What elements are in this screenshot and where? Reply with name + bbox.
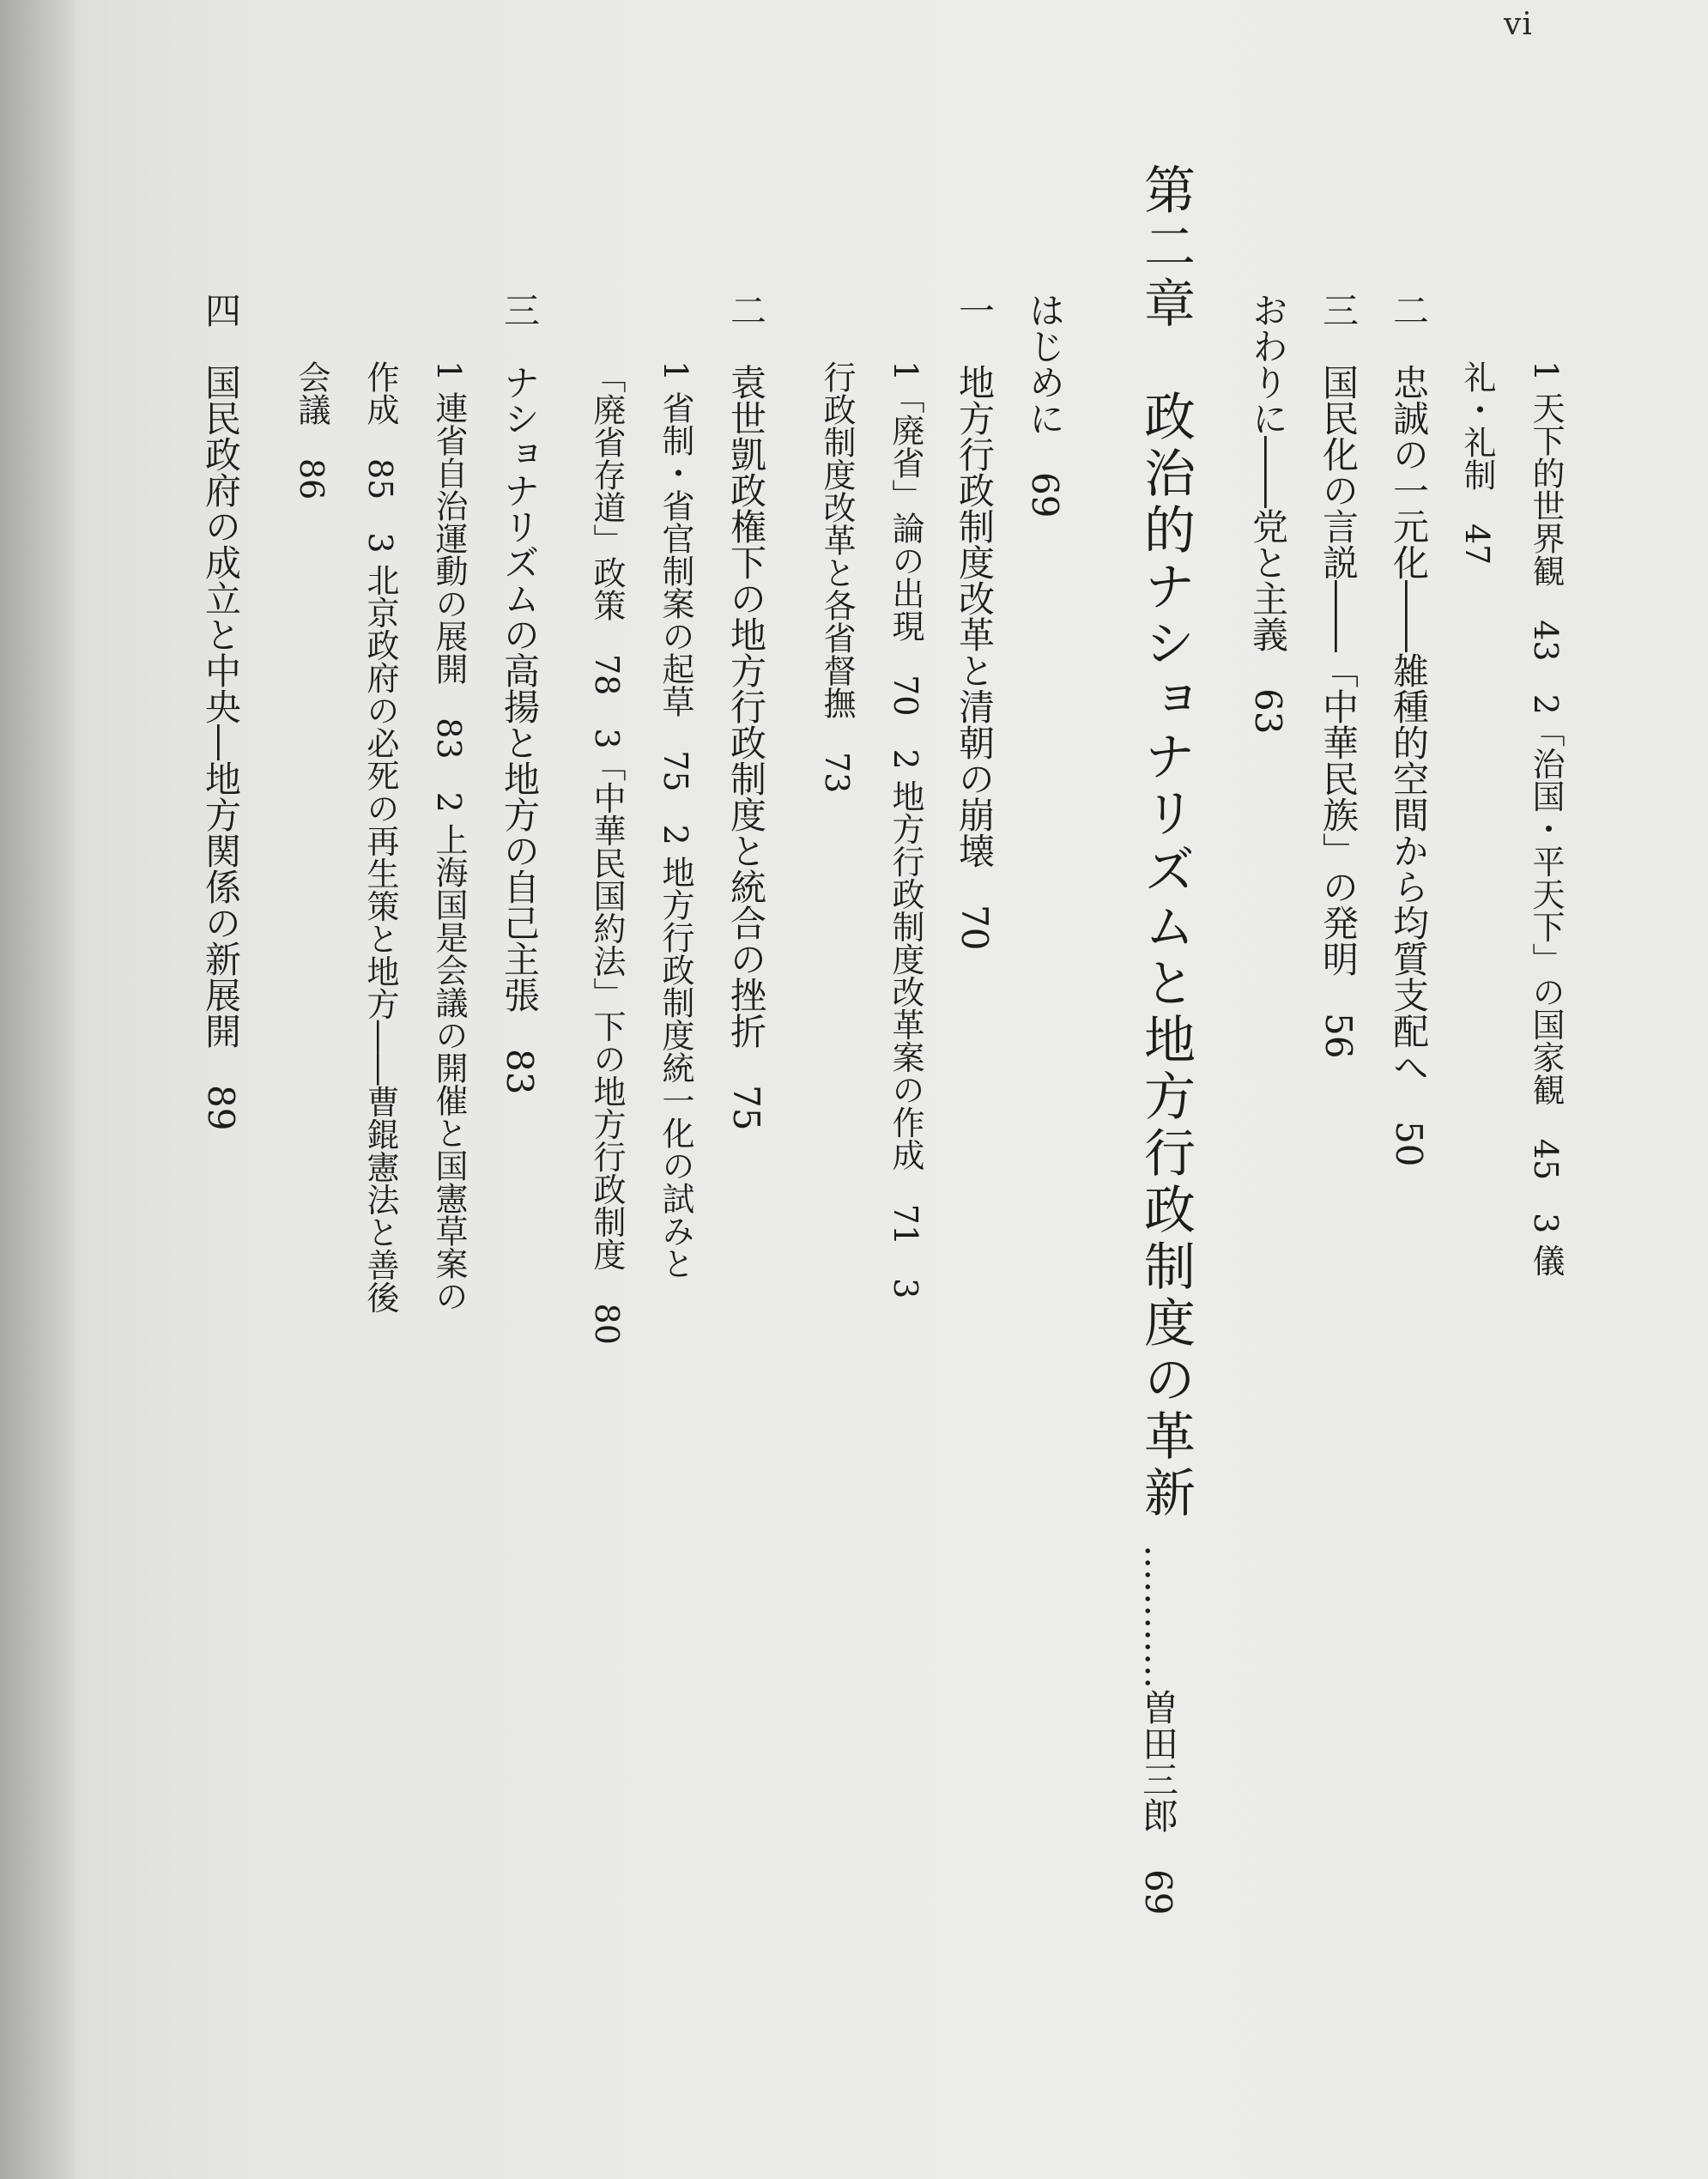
toc-line: 二 袁世凱政権下の地方行政制度と統合の挫折 75 (725, 292, 767, 1131)
toc-line: …………曽田三郎 69 (1137, 1545, 1179, 1916)
toc-line: 1「廃省」論の出現 70 2 地方行政制度改革案の作成 71 3 (887, 360, 924, 1299)
toc-line: 作成 85 3 北京政府の必死の再生策と地方――曹錕憲法と善後 (361, 360, 399, 1314)
toc-line: 第二章 政治的ナショナリズムと地方行政制度の革新 (1136, 163, 1196, 1522)
toc-line: 三 国民化の言説――「中華民族」の発明 56 (1317, 292, 1360, 1059)
page-number: vi (1504, 7, 1533, 42)
toc-line: 一 地方行政制度改革と清朝の崩壊 70 (954, 292, 996, 951)
toc-line: 行政制度改革と各省督撫 73 (818, 360, 856, 794)
book-gutter-shadow (0, 0, 77, 2179)
toc-line: 会議 86 (293, 360, 330, 500)
toc-line: 1 省制・省官制案の起草 75 2 地方行政制度統一化の試みと (657, 360, 694, 1280)
toc-line: おわりに――党と主義 63 (1247, 292, 1289, 735)
toc-line: はじめに 69 (1024, 292, 1066, 518)
toc-line: 「廃省存道」政策 78 3「中華民国約法」下の地方行政制度 80 (588, 360, 626, 1345)
toc-line: 二 忠誠の一元化――雑種的空間から均質支配へ 50 (1388, 292, 1430, 1167)
toc-line: 1 連省自治運動の展開 83 2 上海国是会議の開催と国憲草案の (430, 360, 468, 1312)
toc-line: 礼・礼制 47 (1458, 360, 1496, 566)
toc-line: 三 ナショナリズムの高揚と地方の自己主張 83 (499, 292, 541, 1095)
toc-line: 四 国民政府の成立と中央―地方関係の新展開 89 (200, 292, 242, 1131)
toc-line: 1 天下的世界観 43 2「治国・平天下」の国家観 45 3 儀 (1527, 360, 1565, 1277)
